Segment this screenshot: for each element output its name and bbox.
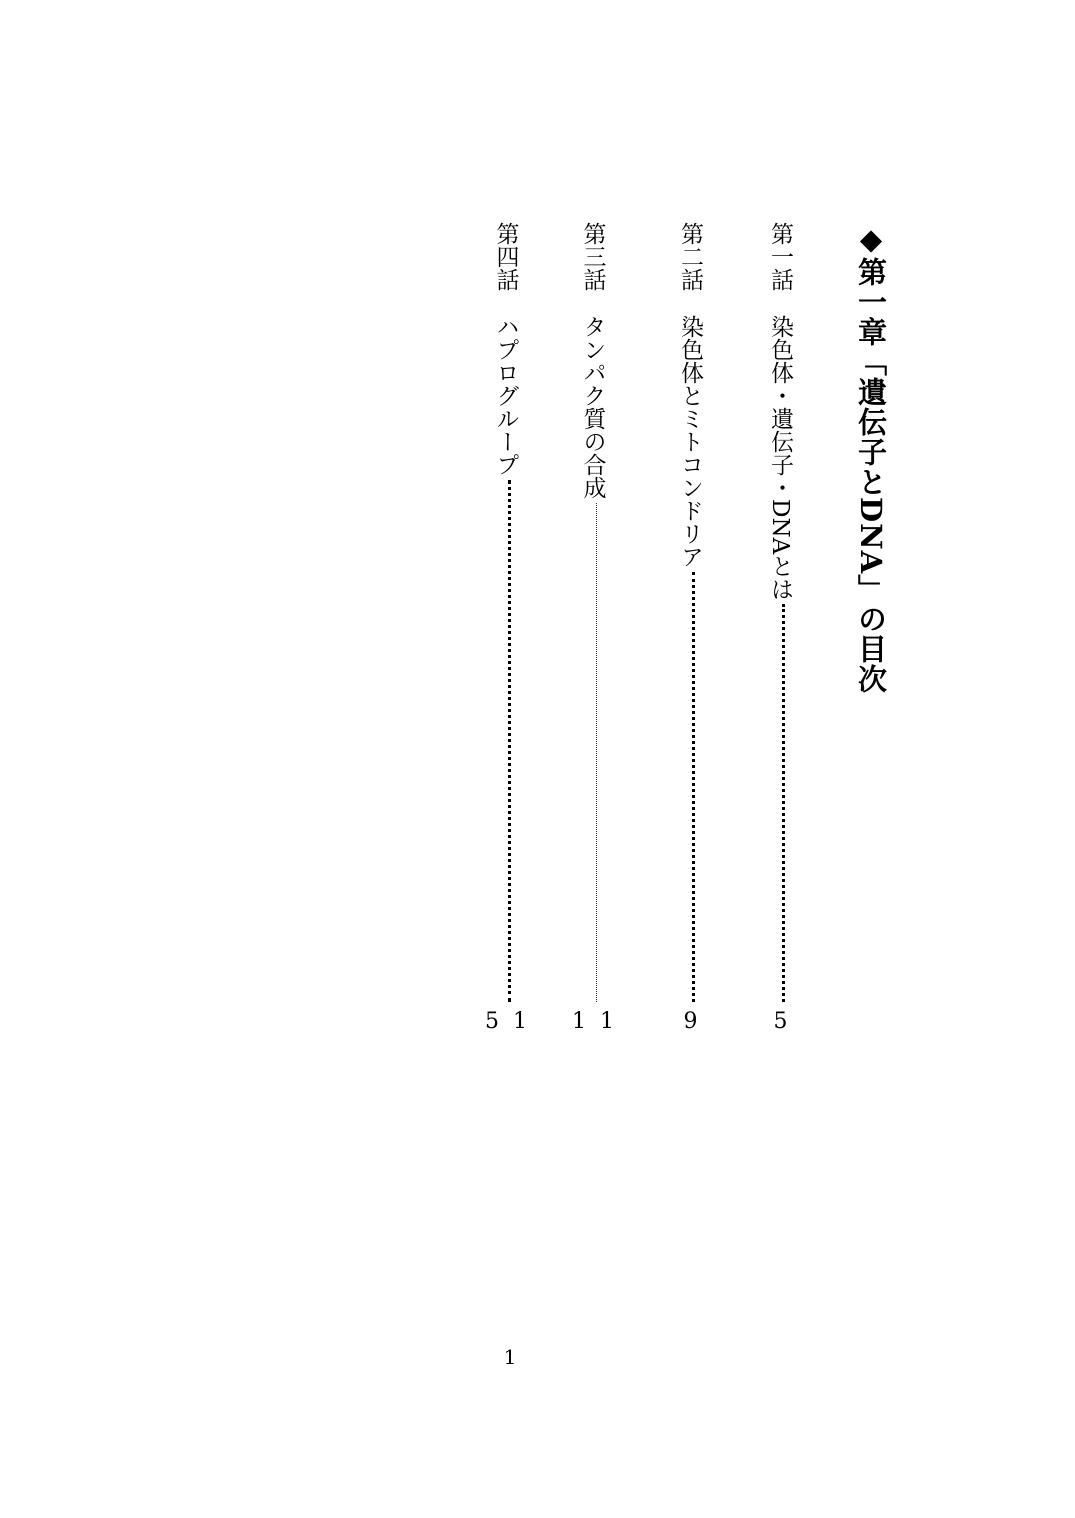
- entry-page-number: 1 5: [485, 1009, 527, 1034]
- entry-page-number: 1 1: [572, 1009, 614, 1034]
- toc-entry-2[interactable]: [674, 222, 707, 1034]
- toc-heading: ◆第一章「遺伝子とDNA」の目次: [854, 222, 888, 695]
- toc-entry-4[interactable]: [478, 222, 534, 1034]
- entry-label: 第三話: [579, 222, 606, 291]
- entry-title: タンパク質の合成: [579, 315, 606, 499]
- dot-leader: [590, 503, 597, 1002]
- entry-label: 第四話: [492, 222, 519, 291]
- entry-title: 染色体とミトコンドリア: [677, 315, 703, 568]
- toc-entry-1[interactable]: [764, 222, 797, 1034]
- page-footer-number: 1: [503, 1345, 517, 1369]
- entry-label: 第一話: [767, 222, 793, 291]
- entry-page-number: 5: [773, 1009, 788, 1034]
- entry-label: 第二話: [677, 222, 703, 291]
- dot-leader: [776, 604, 785, 1002]
- entry-page-number: 9: [683, 1009, 698, 1034]
- entry-title: ハプログループ: [492, 315, 519, 476]
- entry-title: 染色体・遺伝子・DNAとは: [767, 315, 793, 601]
- dot-leader: [686, 572, 695, 1002]
- dot-leader: [502, 480, 511, 1002]
- toc-entry-3[interactable]: [565, 222, 621, 1034]
